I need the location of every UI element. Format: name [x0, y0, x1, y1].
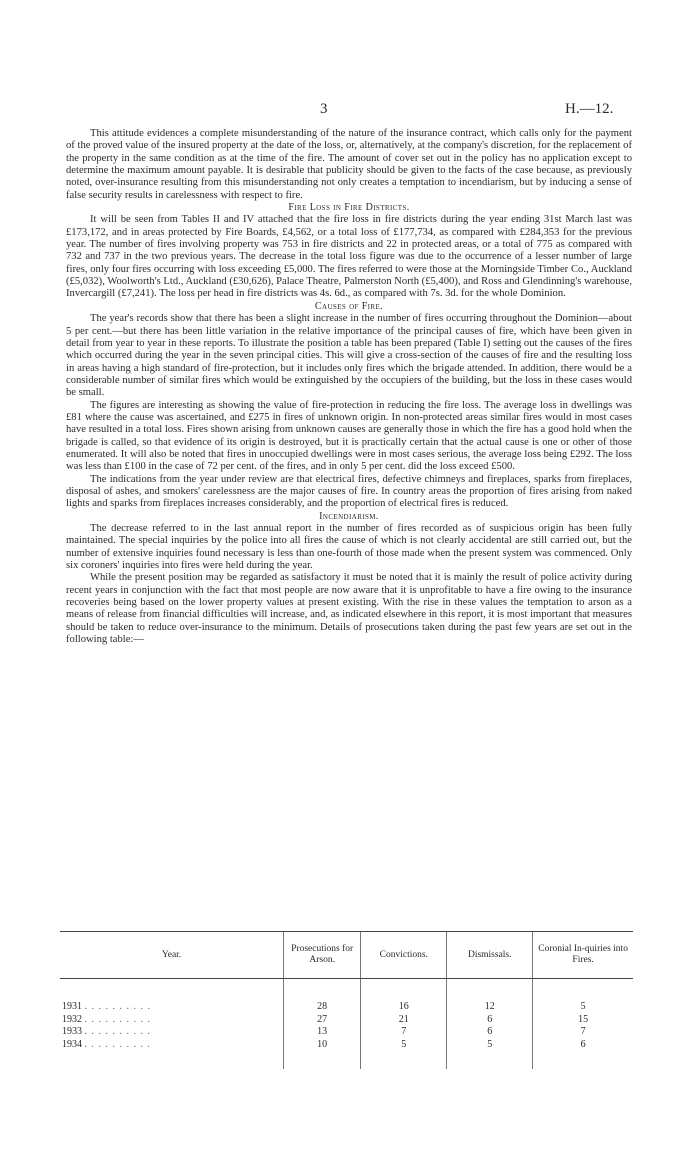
dismissals-cell: 12: [447, 979, 533, 1014]
header-prosecutions: Prosecutions for Arson.: [283, 932, 360, 979]
convictions-cell: 5: [361, 1039, 447, 1070]
incendiarism-paragraph-1: The decrease referred to in the last annual report in the number of fires recorded as of suspicious origin has been fully maintained. The special inquiries by the police into all fires the cause of which is not clearly accidental are still carried out, but the number of extensive inquiries found necessary is less than one-fourth of those made when the present system was commenced. Only six coroners' inquiries into fires were held during the year.: [66, 523, 632, 572]
section-heading-incendiarism: Incendiarism.: [319, 510, 379, 522]
header-coronial-inquiries: Coronial In-quiries into Fires.: [533, 932, 633, 979]
fire-loss-paragraph: It will be seen from Tables II and IV attached that the fire loss in fire districts during the year ending 31st March last was £173,172, and in areas protected by Fire Boards, £4,562, or a total loss of £177,734, as compared with £284,353 for the previous year. The number of fires involving property was 753 in fire districts and 22 in protected areas, or a total of 775 as compared with 732 and 737 in the two previous years. The decrease in the total loss figure was due to the occurrence of a lesser number of large fires, only four fires occurring with loss exceeding £5,000. The fires referred to were those at the Morningside Timber Co., Auckland (£5,032), Woolworth's Ltd., Auckland (£30,626), Palace Theatre, Palmerston North (£5,400), and Ross and Glendinning's warehouse, Invercargill (£7,241). The loss per head in fire districts was 4s. 6d., as compared with 7s. 3d. for the whole Dominion.: [66, 214, 632, 300]
causes-paragraph-1: The year's records show that there has been a slight increase in the number of fires occurring throughout the Dominion—about 5 per cent.—but there has been little variation in the relative importance of the principal causes of fire, which have been given in detail from year to year in these reports. To illustrate the position a table has been prepared (Table I) setting out the causes of the fires which occurred during the year in the seven principal cities. This will give a cross-section of the causes of fire and the resulting loss in areas having a high standard of fire-protection, but it includes only fires which the brigade attended. In addition, there would be a considerable number of similar fires which would be extinguished by the occupiers of the building, but the loss in these cases would be small.: [66, 313, 632, 399]
inquiries-cell: 6: [533, 1039, 633, 1070]
section-heading-causes: Causes of Fire.: [314, 300, 384, 312]
inquiries-cell: 15: [533, 1014, 633, 1027]
incendiarism-paragraph-2: While the present position may be regarded as satisfactory it must be noted that it is mainly the result of police activity during recent years in conjunction with the fact that most people are now aware that it is unprofitable to have a fire owing to the insurance recoveries being based on the lower property values at present existing. With the rise in these values the temptation to arson as a means of release from financial difficulties will increase, and, as indicated elsewhere in this report, it is most important that measures should be taken to reduce over-insurance to the minimum. Details of prosecutions taken during the past few years are set out in the following table:—: [66, 572, 632, 646]
table-row: [60, 1014, 633, 1027]
dismissals-cell: 6: [447, 1014, 533, 1027]
dismissals-cell: 5: [447, 1039, 533, 1070]
prosecutions-cell: 13: [283, 1026, 360, 1039]
table-row: [60, 1026, 633, 1039]
body-text: [66, 128, 632, 646]
prosecutions-cell: 10: [283, 1039, 360, 1070]
table-row: [60, 1039, 633, 1070]
inquiries-cell: 7: [533, 1026, 633, 1039]
year-cell: 1933 . . . . . . . . . .: [62, 1026, 151, 1037]
year-cell: 1932 . . . . . . . . . .: [62, 1013, 151, 1025]
document-reference: H.—12.: [565, 101, 614, 117]
intro-paragraph: This attitude evidences a complete misunderstanding of the nature of the insurance contract, which calls only for the payment of the proved value of the insured property at the date of the loss, or, alternatively, at the company's discretion, for the replacement of the property in the same condition as at the time of the fire. The amount of cover set out in the policy has no application except to determine the maximum amount payable. It is desirable that publicity should be given to the facts of the case because, as previously noted, over-insurance resulting from this misunderstanding not only creates a temptation to incendiarism, but by inducing a sense of false security results in carelessness with respect to fire.: [66, 128, 632, 201]
prosecutions-cell: 27: [283, 1014, 360, 1027]
inquiries-cell: 5: [533, 979, 633, 1014]
year-cell: 1931 . . . . . . . . . .: [62, 1001, 151, 1012]
convictions-cell: 21: [361, 1014, 447, 1027]
dismissals-cell: 6: [447, 1026, 533, 1039]
header-dismissals: Dismissals.: [447, 932, 533, 979]
table-row: [60, 979, 633, 1014]
year-cell: 1934 . . . . . . . . . .: [62, 1038, 151, 1050]
causes-paragraph-2: The figures are interesting as showing the value of fire-protection in reducing the fire loss. The average loss in dwellings was £81 where the cause was ascertained, and £275 in fires of unknown origin. In non-protected areas similar fires would in most cases have resulted in a total loss. Fires shown arising from unknown causes are generally those in which the fire has a good hold when the brigade is called, so that evidence of its origin is destroyed, but it is practically certain that the actual cause is one or other of those enumerated. It will also be noted that fires in unoccupied dwellings were in most cases serious, the average loss being £292. The loss was less than £100 in the case of 72 per cent. of the fires, and in only 5 per cent. did the loss exceed £500.: [66, 399, 632, 473]
causes-paragraph-3: The indications from the year under review are that electrical fires, defective chimneys and fireplaces, sparks from fireplaces, disposal of ashes, and smokers' carelessness are the major causes of fire. In country areas the proportion of fires arising from naked lights and sparks from fireplaces increases considerably, and the proportion of electrical fires is reduced.: [66, 473, 632, 510]
table-header-row: [60, 932, 633, 979]
header-convictions: Convictions.: [361, 932, 447, 979]
prosecutions-table: [60, 931, 633, 1069]
section-heading-fire-loss: Fire Loss in Fire Districts.: [288, 202, 410, 214]
page-number: 3: [320, 101, 328, 117]
header-year: Year.: [60, 932, 283, 979]
prosecutions-cell: 28: [283, 979, 360, 1014]
convictions-cell: 7: [361, 1026, 447, 1039]
convictions-cell: 16: [361, 979, 447, 1014]
